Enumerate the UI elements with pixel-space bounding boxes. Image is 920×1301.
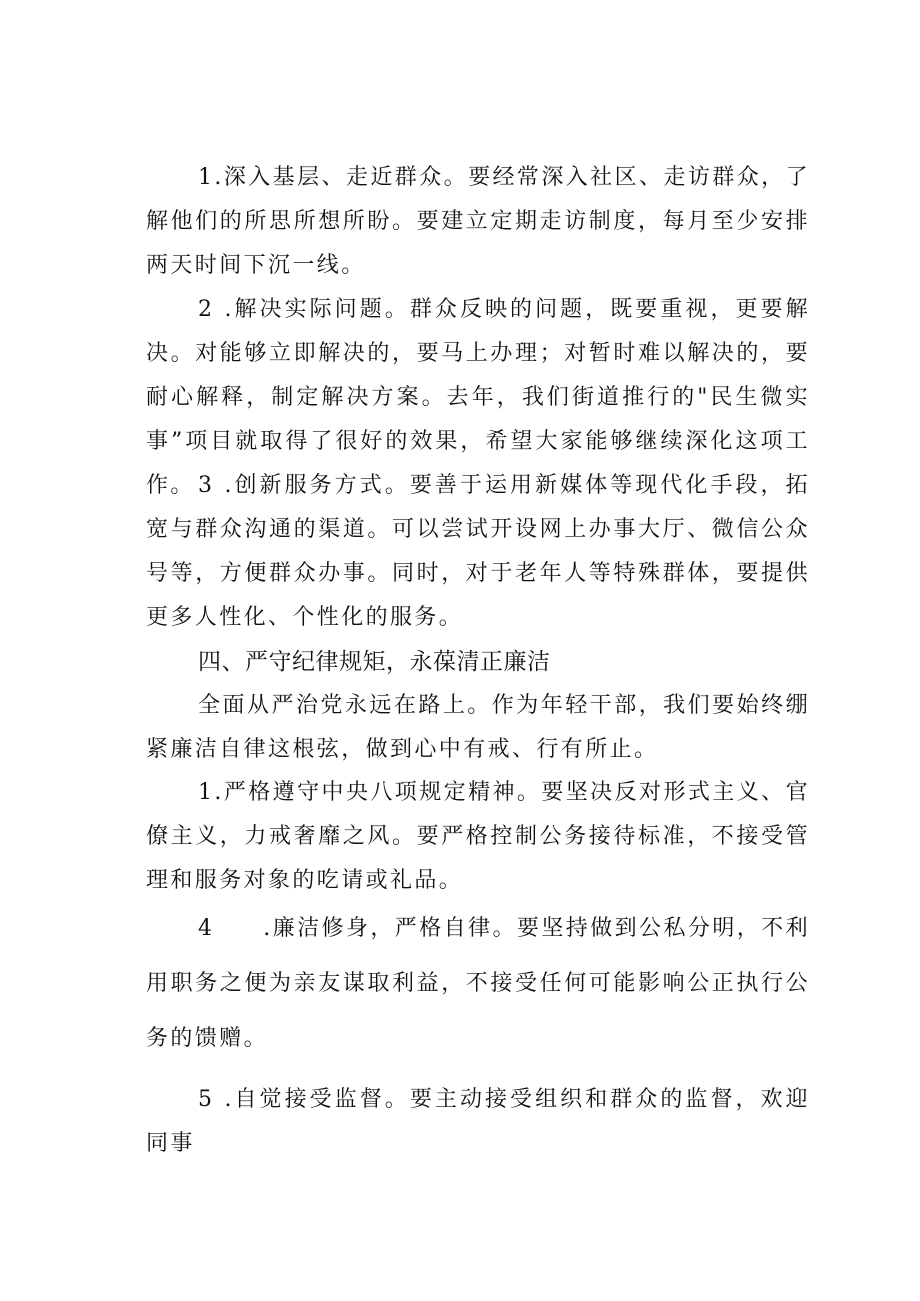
paragraph-accept-supervision: 5 .自觉接受监督。要主动接受组织和群众的监督，欢迎同事 [146,1087,810,1156]
paragraph-self-discipline: 4 .廉洁修身，严格自律。要坚持做到公私分明，不利用职务之便为亲友谋取利益，不接受任何可能影响公正执行公务的馈赠。 [146,916,810,1051]
section-heading-discipline: 四、严守纪律规矩，永葆清正廉洁 [198,649,551,675]
paragraph-solve-problems: 2 .解决实际问题。群众反映的问题，既要重视，更要解决。对能够立即解决的，要马上办理；对暂时难以解决的，要耐心解释，制定解决方案。去年，我们街道推行的"民生微实事”项目就取得了很好的效果，希望大家能够继续深化这项工作。 [146,297,810,498]
paragraph-eight-regulations: 1.严格遵守中央八项规定精神。要坚决反对形式主义、官僚主义，力戒奢靡之风。要严格控制公务接待标准，不接受管理和服务对象的吃请或礼品。 [146,780,810,893]
paragraph-innovate-services: 3 .创新服务方式。要善于运用新媒体等现代化手段，拓宽与群众沟通的渠道。可以尝试开设网上办事大厅、微信公众号等，方便群众办事。同时，对于老年人等特殊群体，要提供更多人性化、个性化的服务。 [146,473,810,630]
paragraph-deepen-grassroots: 1.深入基层、走近群众。要经常深入社区、走访群众，了解他们的所思所想所盼。要建立定期走访制度，每月至少安排两天时间下沉一线。 [146,165,810,278]
paragraph-strict-governance: 全面从严治党永远在路上。作为年轻干部，我们要始终绷紧廉洁自律这根弦，做到心中有戒、行有所止。 [146,693,810,762]
